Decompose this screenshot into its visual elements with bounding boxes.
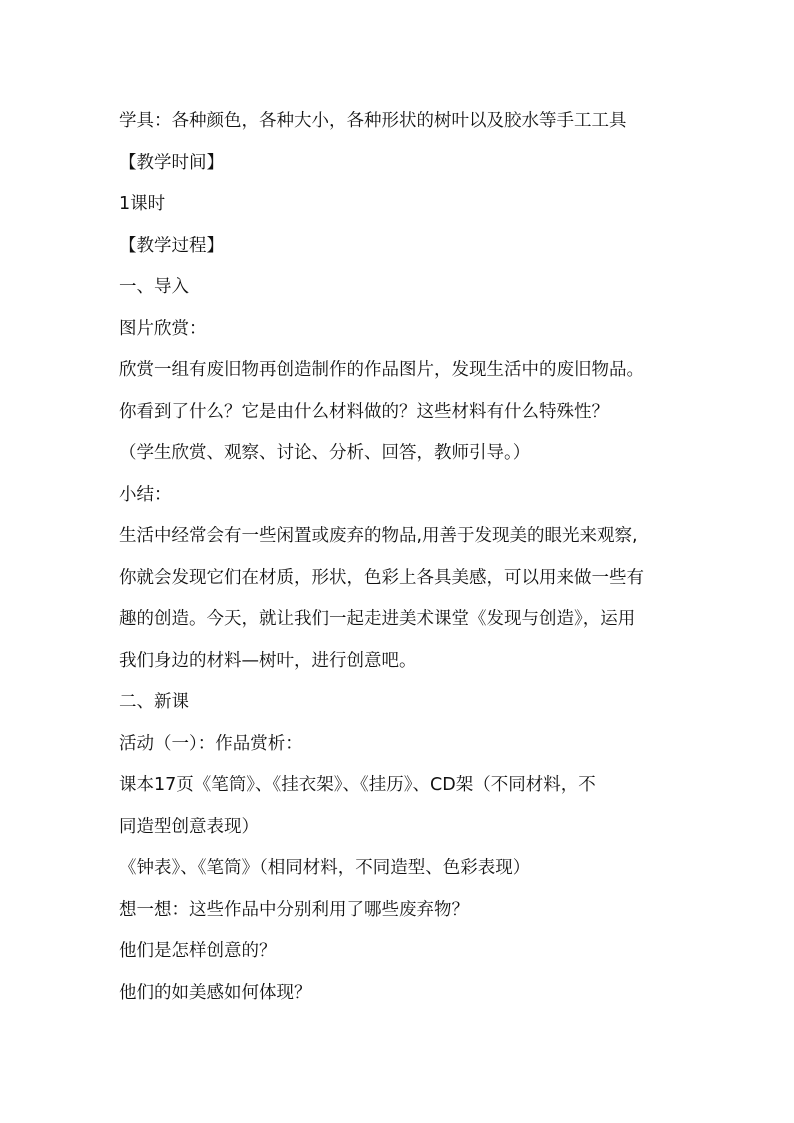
text-line: 学具：各种颜色，各种大小，各种形状的树叶以及胶水等手工工具 <box>119 111 627 131</box>
text-line: （学生欣赏、观察、讨论、分析、回答，教师引导。） <box>119 443 531 463</box>
section-heading: 【教学时间】 <box>119 152 224 173</box>
text-line: 趣的创造。今天，就让我们一起走进美术课堂《发现与创造》，运用 <box>119 609 636 629</box>
text-line: 生活中经常会有一些闲置或废弃的物品,用善于发现美的眼光来观察, <box>119 526 638 546</box>
text-line: 欣赏一组有废旧物再创造制作的作品图片，发现生活中的废旧物品。 <box>119 360 644 380</box>
text-line: 你就会发现它们在材质，形状，色彩上各具美感，可以用来做一些有 <box>119 567 644 588</box>
text-line: 小结： <box>119 484 172 505</box>
text-line: 我们身边的材料—树叶，进行创意吧。 <box>119 650 417 671</box>
text-line: 1课时 <box>119 194 166 214</box>
section-heading: 一、导入 <box>119 277 189 297</box>
section-heading: 二、新课 <box>119 692 189 712</box>
text-line: 活动（一）：作品赏析： <box>119 733 303 754</box>
text-line: 《钟表》、《笔筒》（相同材料，不同造型、色彩表现） <box>119 858 531 878</box>
text-line: 你看到了什么？它是由什么材料做的？这些材料有什么特殊性？ <box>119 401 609 422</box>
text-line: 想一想：这些作品中分别利用了哪些废弃物？ <box>119 899 469 920</box>
text-line: 同造型创意表现） <box>119 816 259 837</box>
text-line: 课本17页《笔筒》、《挂衣架》、《挂历》、CD架（不同材料，不 <box>119 775 596 795</box>
text-line: 他们的如美感如何体现？ <box>119 982 312 1003</box>
section-heading: 【教学过程】 <box>119 235 224 256</box>
text-line: 图片欣赏： <box>119 318 207 339</box>
text-line: 他们是怎样创意的？ <box>119 941 277 961</box>
document-body <box>119 101 679 1014</box>
